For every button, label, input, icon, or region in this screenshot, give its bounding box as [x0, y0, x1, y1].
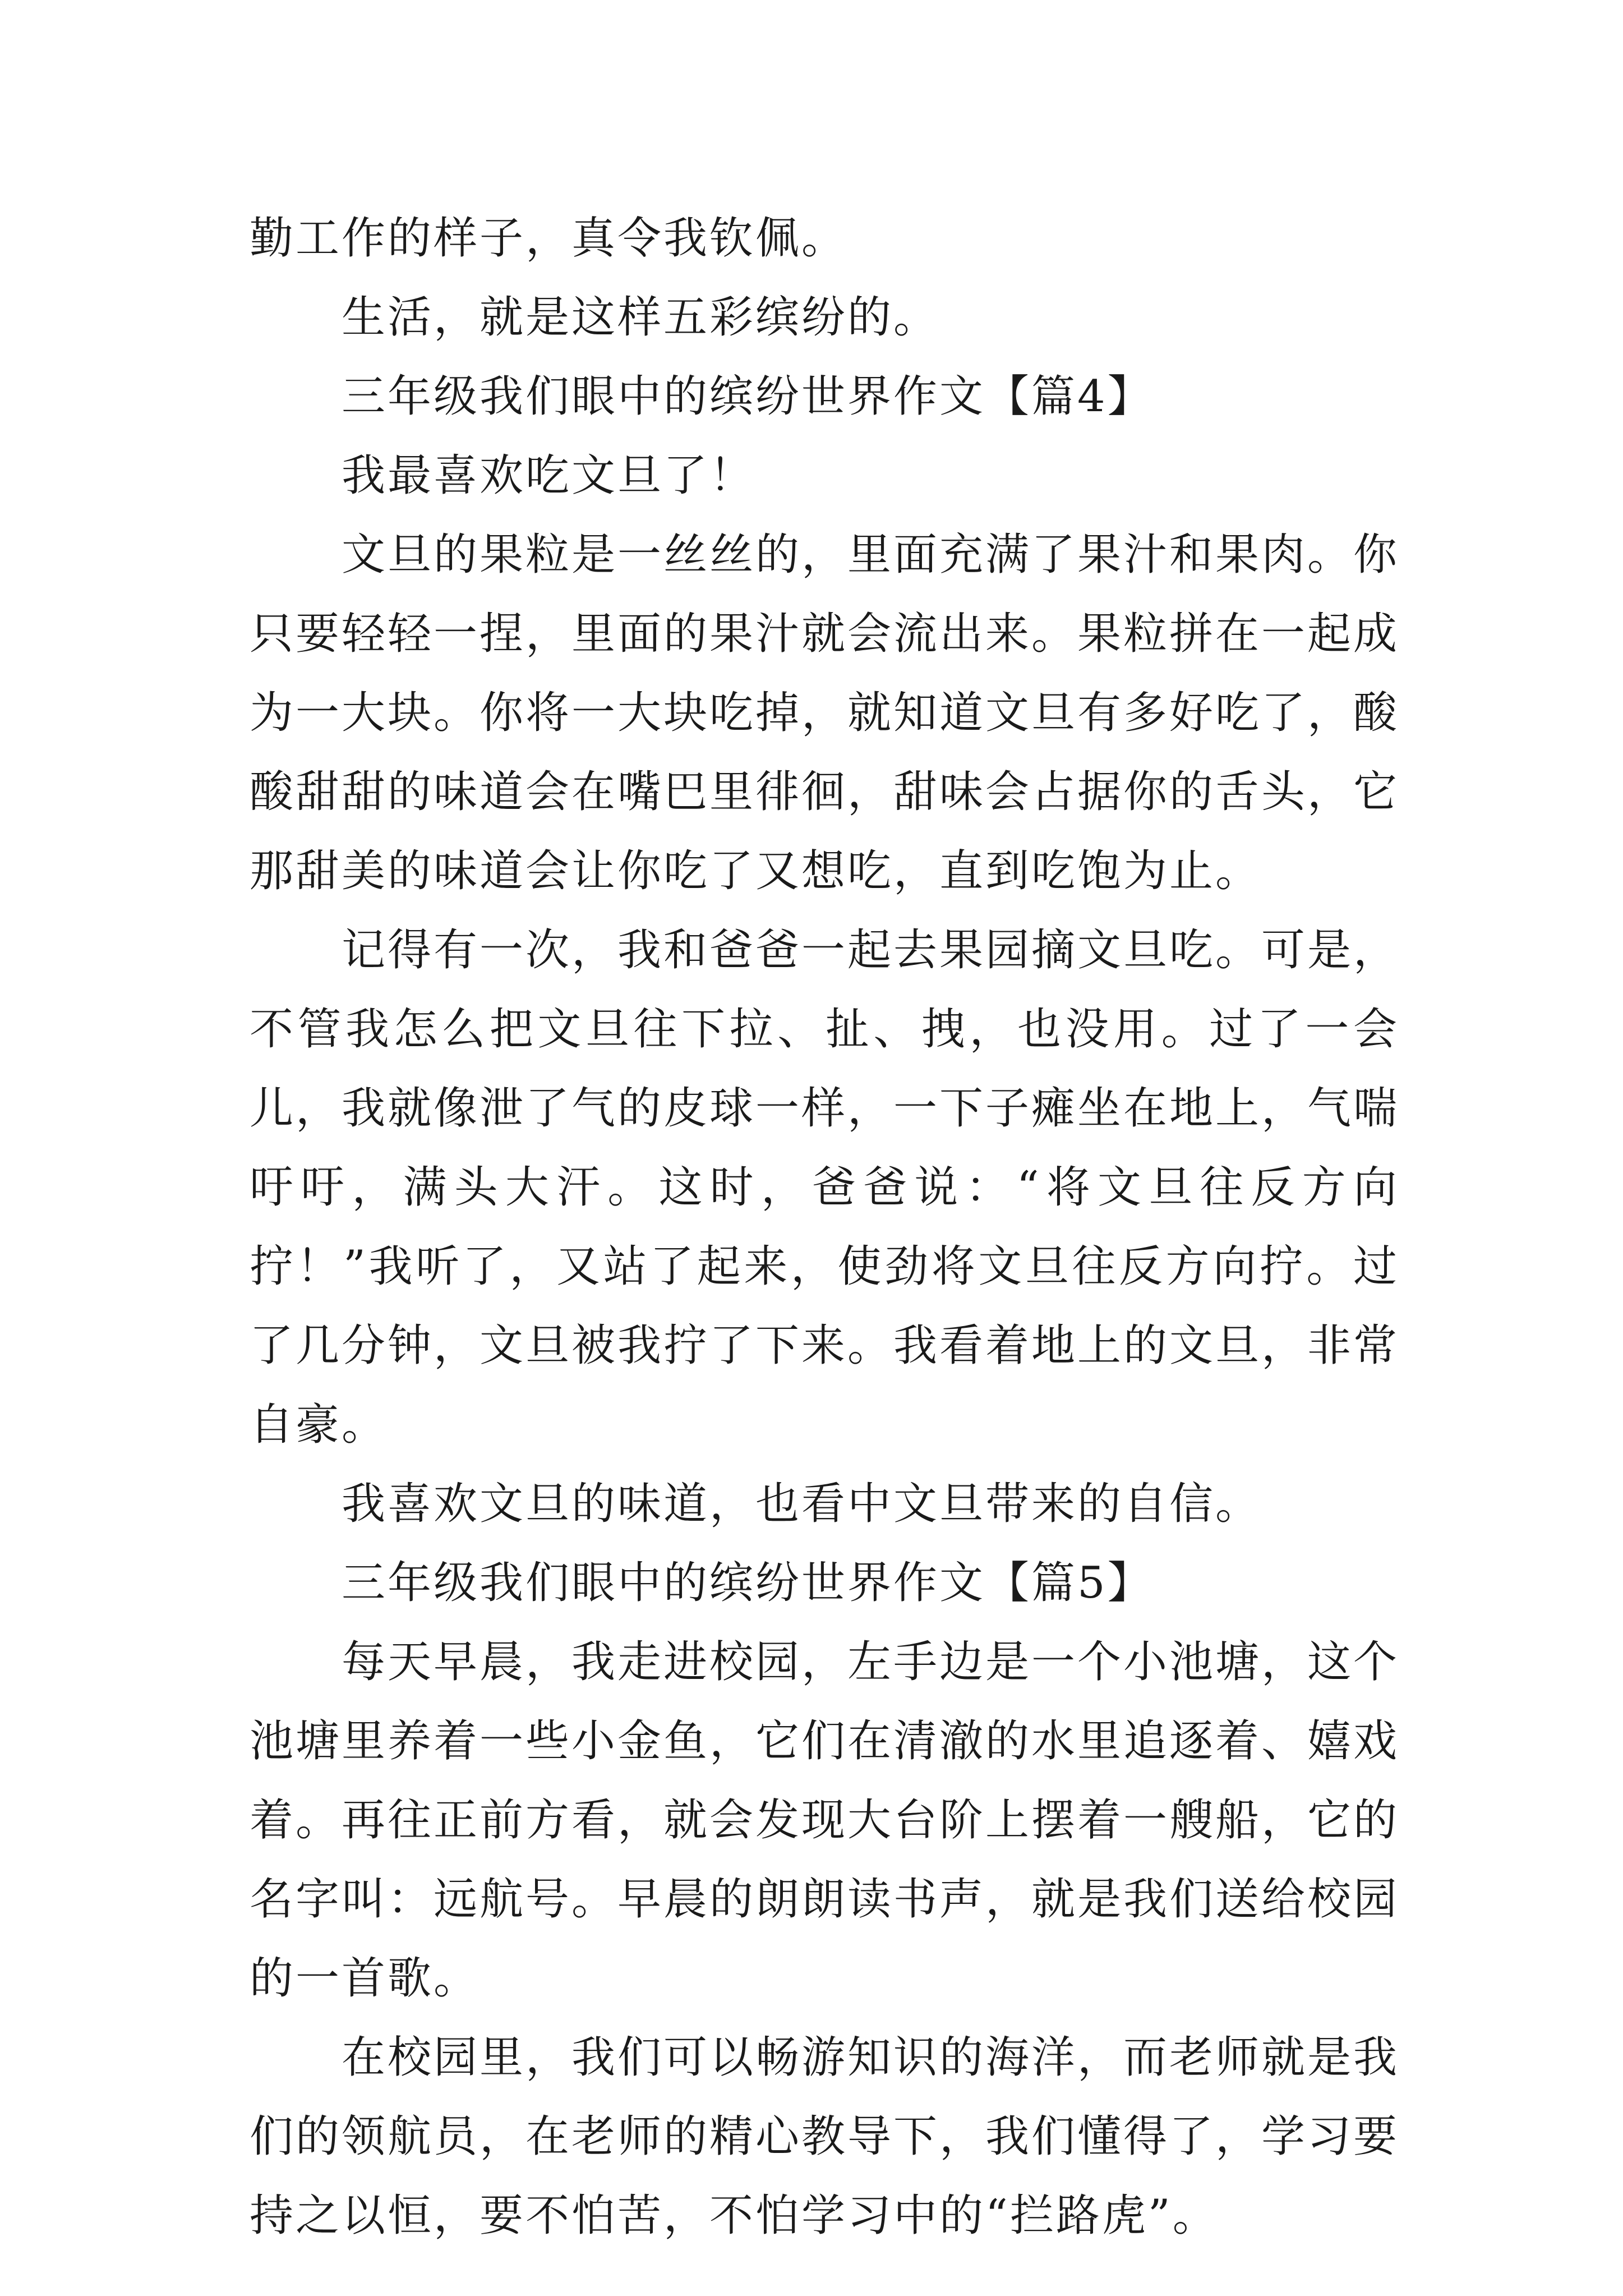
paragraph-4: 文旦的果粒是一丝丝的，里面充满了果汁和果肉。你只要轻轻一捏，里面的果汁就会流出来。果粒拼在一起成为一大块。你将一大块吃掉，就知道文旦有多好吃了，酸酸甜甜的味道会在嘴巴里徘徊，甜味会占据你的舌头，它那甜美的味道会让你吃了又想吃，直到吃饱为止。: [250, 530, 1400, 896]
paragraph-1: 勤工作的样子，真令我钦佩。: [250, 213, 848, 264]
paragraph-6: 我喜欢文旦的味道，也看中文旦带来的自信。: [342, 1479, 1262, 1529]
document-body: [250, 199, 1399, 2256]
section-heading-5: 三年级我们眼中的缤纷世界作文【篇5】: [342, 1558, 1154, 1608]
section-heading-4: 三年级我们眼中的缤纷世界作文【篇4】: [342, 371, 1154, 422]
paragraph-7: 每天早晨，我走进校园，左手边是一个小池塘，这个池塘里养着一些小金鱼，它们在清澈的水里追逐着、嬉戏着。再往正前方看，就会发现大台阶上摆着一艘船，它的名字叫：远航号。早晨的朗朗读书声，就是我们送给校园的一首歌。: [250, 1637, 1400, 2004]
paragraph-3: 我最喜欢吃文旦了！: [342, 450, 756, 501]
paragraph-5: 记得有一次，我和爸爸一起去果园摘文旦吃。可是，不管我怎么把文旦往下拉、扯、拽，也没用。过了一会儿，我就像泄了气的皮球一样，一下子瘫坐在地上，气喘吁吁，满头大汗。这时，爸爸说：“将文旦往反方向拧！”我听了，又站了起来，使劲将文旦往反方向拧。过了几分钟，文旦被我拧了下来。我看着地上的文旦，非常自豪。: [250, 925, 1400, 1450]
paragraph-8: 在校园里，我们可以畅游知识的海洋，而老师就是我们的领航员，在老师的精心教导下，我们懂得了，学习要持之以恒，要不怕苦，不怕学习中的“拦路虎”。: [250, 2032, 1400, 2241]
paragraph-2: 生活，就是这样五彩缤纷的。: [342, 292, 940, 343]
